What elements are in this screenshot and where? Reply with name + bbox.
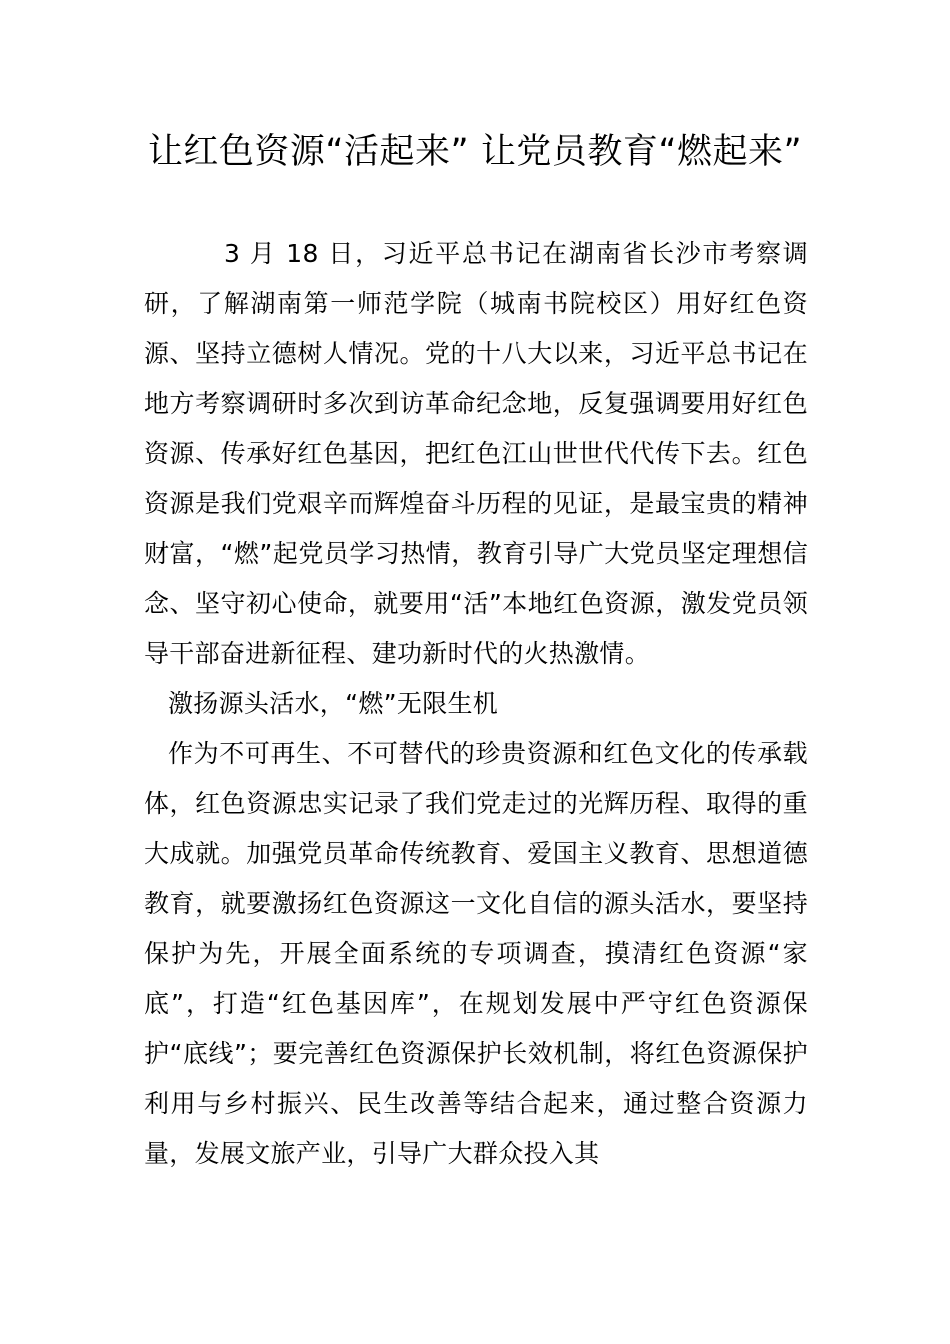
paragraph-section-1: 作为不可再生、不可替代的珍贵资源和红色文化的传承载体，红色资源忠实记录了我们党走过的光辉历程、取得的重大成就。加强党员革命传统教育、爱国主义教育、思想道德教育，就要激扬红色资源这一文化自信的源头活水，要坚持保护为先，开展全面系统的专项调查，摸清红色资源“家底”，打造“红色基因库”，在规划发展中严守红色资源保护“底线”；要完善红色资源保护长效机制，将红色资源保护利用与乡村振兴、民生改善等结合起来，通过整合资源力量，发展文旅产业，引导广大群众投入其 [144, 739, 808, 1168]
paragraph-intro: 3 月 18 日，习近平总书记在湖南省长沙市考察调研，了解湖南第一师范学院（城南书院校区）用好红色资源、坚持立德树人情况。党的十八大以来，习近平总书记在地方考察调研时多次到访革命纪念地，反复强调要用好红色资源、传承好红色基因，把红色江山世世代代传下去。红色资源是我们党艰辛而辉煌奋斗历程的见证，是最宝贵的精神财富，“燃”起党员学习热情，教育引导广大党员坚定理想信念、坚守初心使命，就要用“活”本地红色资源，激发党员领导干部奋进新征程、建功新时代的火热激情。 [144, 239, 808, 668]
section-heading: 激扬源头活水，“燃”无限生机 [168, 689, 499, 718]
document-body [144, 229, 808, 1179]
document-title: 让红色资源“活起来” 让党员教育“燃起来” [147, 132, 803, 172]
